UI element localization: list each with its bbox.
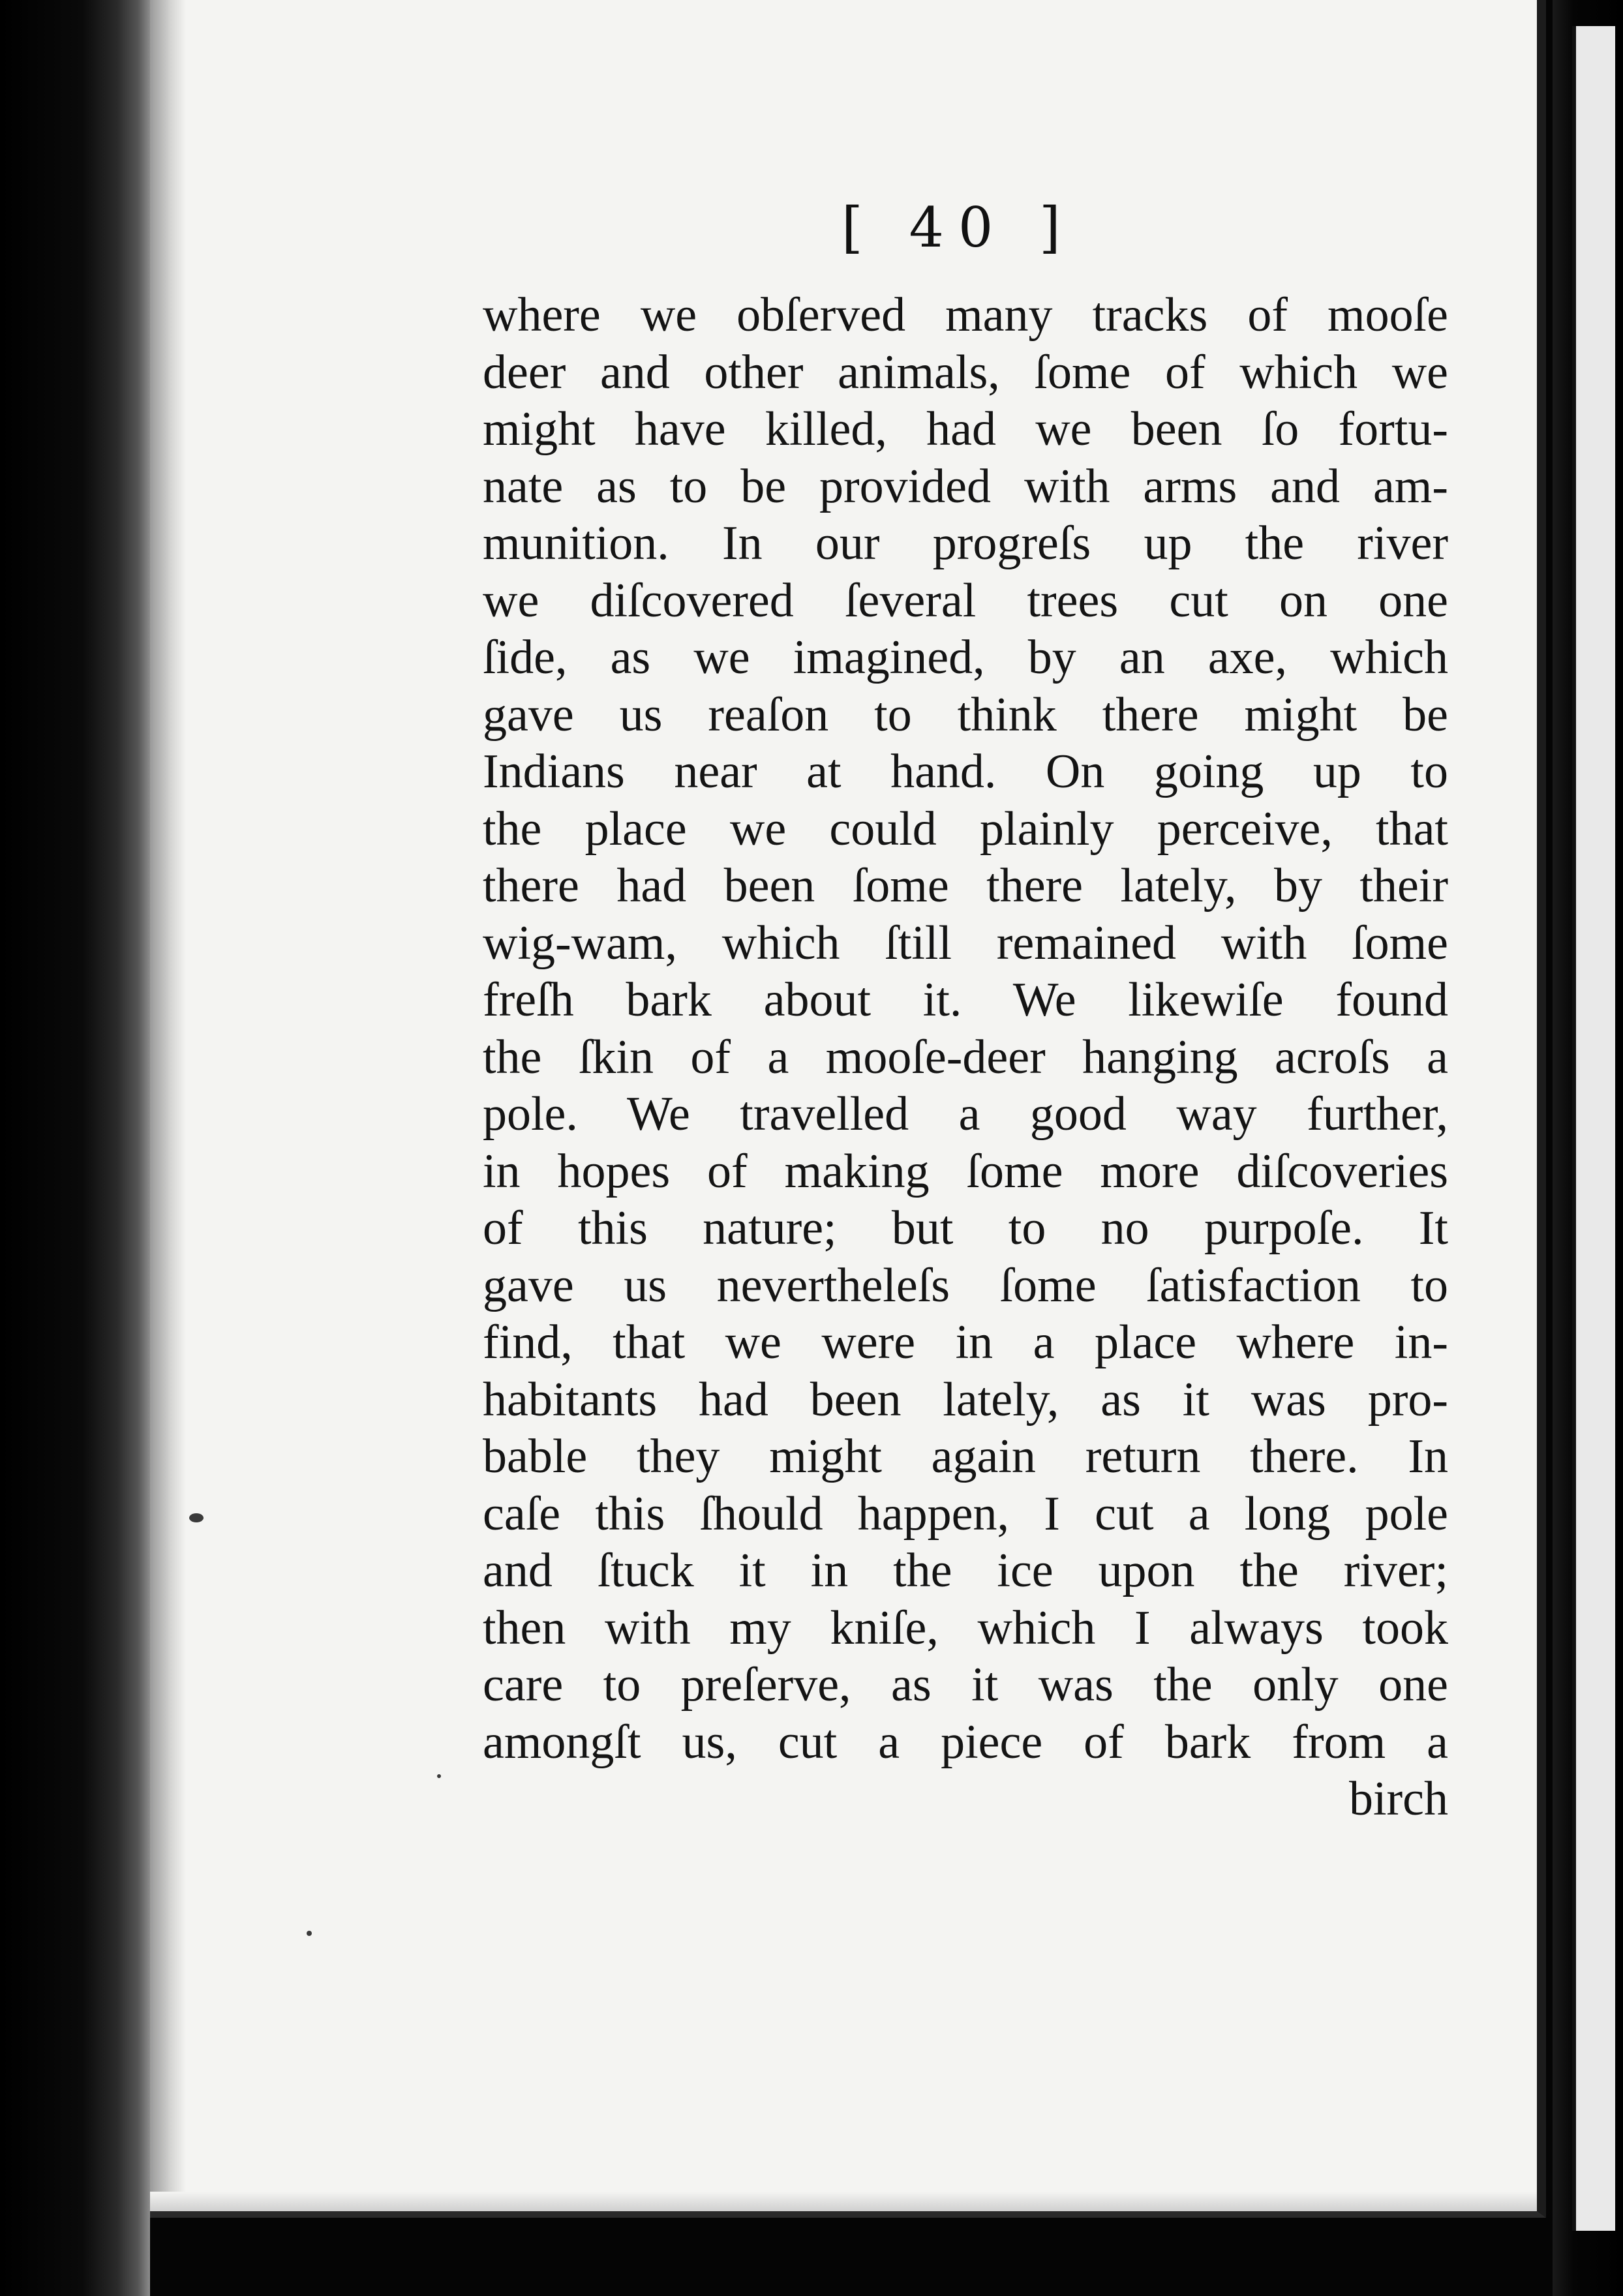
page-bottom-edge [150,2192,1537,2211]
text-line: habitants had been lately, as it was pro- [483,1372,1448,1427]
text-line: we diſcovered ſeveral trees cut on one [483,573,1448,627]
text-line: find, that we were in a place where in- [483,1316,1448,1369]
text-line: ſide, as we imagined, by an axe, which [483,631,1448,684]
text-line: and ſtuck it in the ice upon the river; [483,1544,1448,1597]
page-fold-shadow [150,0,186,2211]
text-line: where we obſerved many tracks of mooſe [483,288,1448,342]
text-line: freſh bark about it. We likewiſe found [483,973,1448,1027]
page-number: [ 40 ] [842,196,1075,260]
text-line: the place we could plainly perceive, that [483,802,1448,856]
text-line: pole. We travelled a good way further, [483,1087,1448,1141]
text-line: caſe this ſhould happen, I cut a long pole [483,1487,1448,1541]
book-page [150,0,1546,2218]
paper-speck [189,1513,204,1522]
text-line: munition. In our progreſs up the river [483,517,1448,570]
text-line: the ſkin of a mooſe-deer hanging acroſs a [483,1030,1448,1084]
text-line: care to preſerve, as it was the only one [483,1658,1448,1712]
text-line: in hopes of making ſome more diſcoveries [483,1144,1448,1198]
text-line: deer and other animals, ſome of which we [483,345,1448,399]
text-line: might have killed, had we been ſo fortu- [483,402,1448,456]
facing-page-edge [1572,26,1615,2231]
text-line: gave us nevertheleſs ſome ſatisfaction to [483,1258,1448,1312]
text-line: wig-wam, which ſtill remained with ſome [483,916,1448,970]
body-text [483,287,1448,1828]
text-line: bable they might again return there. In [483,1430,1448,1483]
text-line: Indians near at hand. On going up to [483,745,1448,798]
left-binding-shadow [0,0,150,2296]
catchword: birch [1348,1772,1448,1826]
text-line: then with my kniſe, which I always took [483,1601,1448,1655]
text-line: there had been ſome there lately, by their [483,859,1448,913]
paper-speck [307,1931,312,1936]
paper-speck [437,1774,441,1778]
text-line: gave us reaſon to think there might be [483,687,1448,742]
text-line: of this nature; but to no purpoſe. It [483,1201,1448,1255]
text-line: nate as to be provided with arms and am- [483,459,1448,513]
text-line: amongſt us, cut a piece of bark from a [483,1715,1448,1769]
